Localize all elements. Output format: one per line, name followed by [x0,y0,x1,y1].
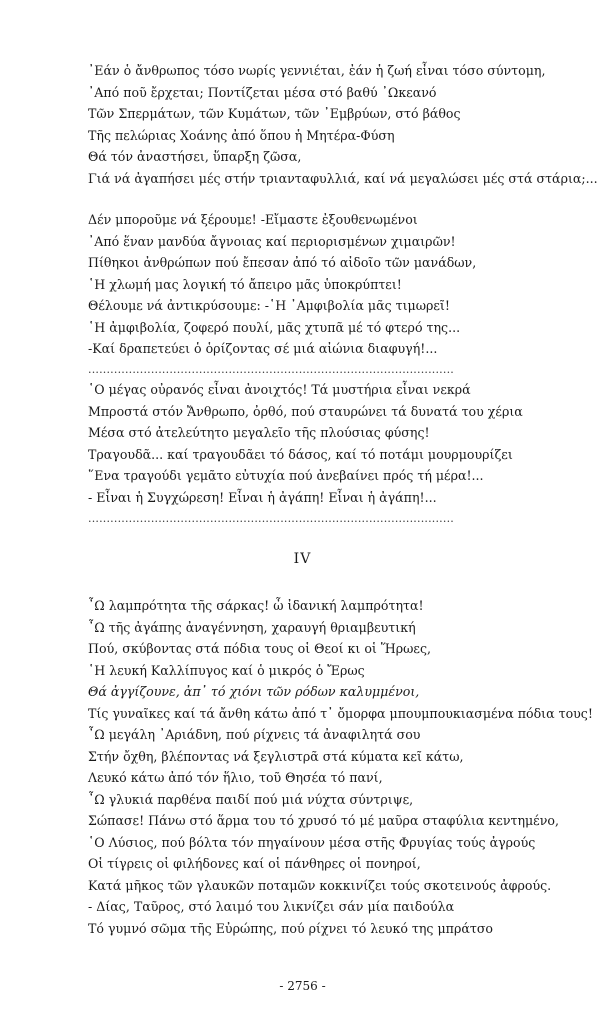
verse-line: Πίθηκοι ἀνθρώπων πού ἔπεσαν ἀπό τό αἰδοῖο τῶν μανάδων, [88,255,477,270]
dotted-divider [88,363,588,377]
verse-line: -Καί δραπετεύει ὁ ὁρίζοντας σέ μιά αἰώνια διαφυγή!... [88,341,438,356]
verse-line: ῞Ενα τραγούδι γεμᾶτο εὐτυχία πού ἀνεβαίνει πρός τή μέρα!... [88,468,484,483]
verse-line: ῾Ο μέγας οὐρανός εἶναι ἀνοιχτός! Τά μυστήρια εἶναι νεκρά [88,382,471,397]
stanza-4 [88,595,593,939]
stanza-2 [88,209,588,360]
verse-line: ᾿Εάν ὁ ἄνθρωπος τόσο νωρίς γεννιέται, ἐάν ἡ ζωή εἶναι τόσο σύντομη, [88,63,546,78]
verse-line: ῏Ω λαμπρότητα τῆς σάρκας! ὦ ἰδανική λαμπρότητα! [88,598,424,613]
verse-line: Μέσα στό ἀτελεύτητο μεγαλεῖο τῆς πλούσιας φύσης! [88,425,430,440]
verse-line: - Εἶναι ἡ Συγχώρεση! Εἶναι ἡ ἀγάπη! Εἶναι ἡ ἀγάπη!... [88,489,437,505]
verse-line: ᾿Από ποῦ ἔρχεται; Ποντίζεται μέσα στό βαθύ ᾿Ωκεανό [88,84,437,100]
verse-line: ῾Η λευκή Καλλίπυγος καί ὁ μικρός ὁ Ἔρως [88,662,365,678]
verse-line: Λευκό κάτω ἀπό τόν ἥλιο, τοῦ Θησέα τό πανί, [88,770,383,785]
stanza-3 [88,379,588,508]
verse-line: ᾿Από ἕναν μανδύα ἄγνοιας καί περιορισμένων χιμαιρῶν! [88,233,456,249]
verse-line: ῏Ω γλυκιά παρθένα παιδί πού μιά νύχτα σύντριψε, [88,791,414,807]
page-number: - 2756 - [279,979,326,993]
verse-line: ῏Ω μεγάλη ᾿Αριάδνη, πού ρίχνεις τά ἀναφιλητά σου [88,727,421,742]
dotted-divider [88,512,588,526]
verse-line: ῾Η ἀμφιβολία, ζοφερό πουλί, μᾶς χτυπᾶ μέ τό φτερό της... [88,319,461,335]
verse-line: Σώπασε! Πάνω στό ἅρμα του τό χρυσό τό μέ μαῦρα σταφύλια κεντημένο, [88,813,559,828]
verse-line: - Δίας, Ταῦρος, στό λαιμό του λικνίζει σάν μία παιδούλα [88,899,455,914]
verse-line: Τῆς πελώριας Χοάνης ἀπό ὅπου ἡ Μητέρα-Φύση [88,127,395,143]
verse-line: Οἱ τίγρεις οἱ φιλήδονες καί οἱ πάνθηρες οἱ πονηροί, [88,856,421,871]
divider-dots: ................................................................................................... [88,363,454,376]
stanza-1 [88,60,598,189]
verse-line: Θέλουμε νά ἀντικρύσουμε: -῾Η ᾿Αμφιβολία μᾶς τιμωρεῖ! [88,298,450,313]
verse-line: Πού, σκύβοντας στά πόδια τους οἱ Θεοί κι οἱ Ἥρωες, [88,641,431,656]
verse-line: Τό γυμνό σῶμα τῆς Εὐρώπης, πού ρίχνει τό λευκό της μπράτσο [88,920,493,936]
verse-line: Μπροστά στόν Ἄνθρωπο, ὀρθό, πού σταυρώνει τά δυνατά του χέρια [88,403,523,419]
verse-line: Θά τόν ἀναστήσει, ὕπαρξη ζῶσα, [88,149,302,164]
verse-line: Τραγουδᾶ... καί τραγουδᾶει τό δάσος, καί τό ποτάμι μουρμουρίζει [88,446,513,462]
section-heading: IV [293,551,312,567]
verse-line: Δέν μποροῦμε νά ξέρουμε! -Εἴμαστε ἐξουθενωμένοι [88,212,418,227]
verse-line: Τίς γυναῖκες καί τά ἄνθη κάτω ἀπό τ᾿ ὄμορφα μπουμπουκιασμένα πόδια τους! [88,705,593,721]
verse-line: Θά ἀγγίζουνε, ἀπ᾿ τό χιόνι τῶν ρόδων καλυμμένοι, [88,684,420,699]
divider-dots: ................................................................................................... [88,512,454,525]
verse-line: ῾Ο Λύσιος, πού βόλτα τόν πηγαίνουν μέσα στῆς Φρυγίας τούς ἀγρούς [88,834,536,850]
verse-line: Κατά μῆκος τῶν γλαυκῶν ποταμῶν κοκκινίζει τούς σκοτεινούς ἀφρούς. [88,877,552,893]
verse-line: Γιά νά ἀγαπήσει μές στήν τριανταφυλλιά, καί νά μεγαλώσει μές στά στάρια;... [88,170,598,186]
verse-line: Τῶν Σπερμάτων, τῶν Κυμάτων, τῶν ᾿Εμβρύων, στό βάθος [88,106,461,121]
verse-line: ῏Ω τῆς ἀγάπης ἀναγέννηση, χαραυγή θριαμβευτική [88,619,416,635]
verse-line: Στήν ὄχθη, βλέποντας νά ξεγλιστρᾶ στά κύματα κεῖ κάτω, [88,748,464,764]
verse-line: ῾Η χλωμή μας λογική τό ἄπειρο μᾶς ὑποκρύπτει! [88,276,402,292]
